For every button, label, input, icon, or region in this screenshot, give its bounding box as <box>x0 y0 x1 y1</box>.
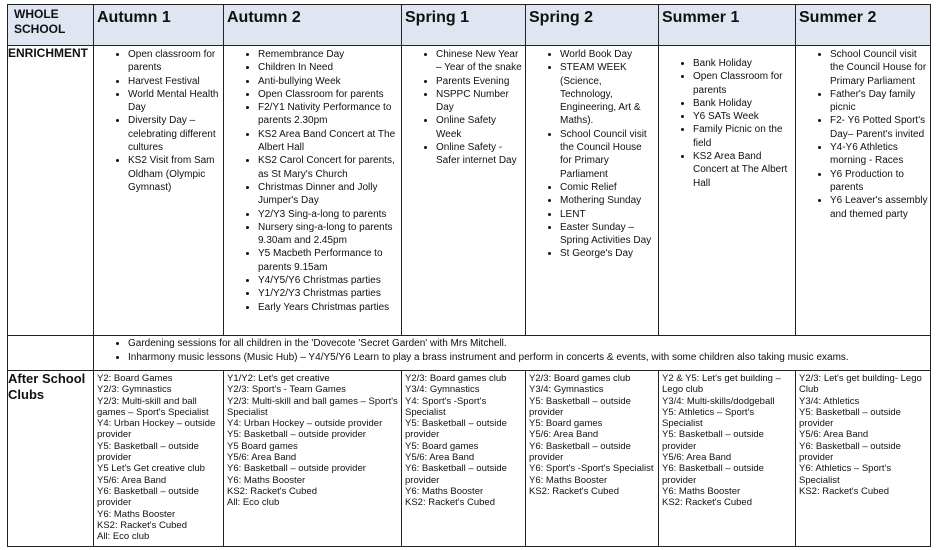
club-entry: Y5: Athletics – Sport's Specialist <box>662 406 755 430</box>
clubs-spring-2 <box>526 371 659 547</box>
enrichment-item: • F2- Y6 Potted Sport's Day– Parent's invited <box>830 114 928 141</box>
enrichment-item: • Children In Need <box>258 61 399 74</box>
enrichment-item: • Comic Relief <box>560 181 656 194</box>
club-entry: Y5/6: Area Band <box>97 474 167 486</box>
club-entry: Y6: Basketball – outside provider <box>662 463 764 486</box>
club-entry: Y3/4: Multi-skills/dodgeball <box>662 395 775 407</box>
header-row <box>8 5 931 46</box>
club-entry: KS2: Racket's Cubed <box>227 485 317 497</box>
enrichment-item: • Y6 Production to parents <box>830 168 928 195</box>
club-entry: Y5 Board games <box>227 440 298 452</box>
term-heading-spring-1: Spring 1 <box>402 5 526 46</box>
enrichment-item: • World Book Day <box>560 48 656 61</box>
notes-row <box>8 336 931 371</box>
whole-school-calendar-table <box>7 4 931 547</box>
enrichment-summer-1 <box>659 46 796 336</box>
club-entry: KS2: Racket's Cubed <box>799 485 889 497</box>
enrichment-item: • Parents Evening <box>436 75 523 88</box>
club-entry: Y6: Basketball – outside provider <box>227 463 366 475</box>
after-school-clubs-label: After School Clubs <box>8 371 94 547</box>
enrichment-item: • Y5 Macbeth Performance to parents 9.15am <box>258 247 399 274</box>
club-entry: Y2/3: Multi-skill and ball games – Sport's Specialist <box>227 395 398 418</box>
enrichment-item: • Christmas Dinner and Jolly Jumper's Day <box>258 181 399 208</box>
note-item: • Gardening sessions for all children in the 'Dovecote 'Secret Garden' with Mrs Mitchell. <box>128 337 930 351</box>
enrichment-item: • Online Safety - Safer internet Day <box>436 141 523 168</box>
enrichment-item: • Online Safety Week <box>436 114 523 141</box>
enrichment-item: • World Mental Health Day <box>128 88 221 115</box>
club-entry: Y5/6: Area Band <box>662 452 732 464</box>
club-entry: Y5: Basketball – outside provider <box>662 429 764 452</box>
club-entry: Y4: Urban Hockey – outside provider <box>227 418 383 430</box>
club-entry: Y5: Board games <box>529 418 603 430</box>
club-entry: Y4: Sport's -Sport's Specialist <box>405 395 487 418</box>
club-entry: KS2: Racket's Cubed <box>529 485 619 497</box>
enrichment-item: • F2/Y1 Nativity Performance to parents 2.30pm <box>258 101 399 128</box>
club-entry: Y6: Basketball – outside provider <box>799 440 901 464</box>
club-entry: Y6: Maths Booster <box>662 485 741 497</box>
enrichment-item: • Open classroom for parents <box>128 48 221 75</box>
enrichment-item: • Bank Holiday <box>693 97 793 110</box>
club-entry: Y5: Board games <box>405 440 479 452</box>
club-entry: Y6: Maths Booster <box>405 485 484 497</box>
club-entry: Y5/6: Area Band <box>227 452 297 464</box>
enrichment-row <box>8 46 931 336</box>
enrichment-item: • Nursery sing-a-long to parents 9.30am and 2.45pm <box>258 221 399 248</box>
enrichment-item: • Father's Day family picnic <box>830 88 928 115</box>
club-entry: All: Eco club <box>227 497 280 509</box>
enrichment-item: • NSPPC Number Day <box>436 88 523 115</box>
whole-school-heading: WHOLE SCHOOL <box>8 5 94 46</box>
club-entry: Y3/4: Gymnastics <box>529 384 604 396</box>
enrichment-item: • Anti-bullying Week <box>258 75 399 88</box>
club-entry: Y2/3: Gymnastics <box>97 384 172 396</box>
enrichment-item: • KS2 Area Band Concert at The Albert Hall <box>258 128 399 155</box>
club-entry: Y2/3: Board games club <box>405 373 507 384</box>
enrichment-item: • Open Classroom for parents <box>258 88 399 101</box>
club-entry: Y5: Basketball – outside provider <box>227 429 366 441</box>
term-heading-autumn-1: Autumn 1 <box>94 5 224 46</box>
enrichment-item: • Y4-Y6 Athletics morning - Races <box>830 141 928 168</box>
enrichment-item: • KS2 Area Band Concert at The Albert Hall <box>693 150 793 190</box>
enrichment-label: ENRICHMENT <box>8 46 94 336</box>
club-entry: Y5: Basketball – outside provider <box>529 395 631 418</box>
club-entry: Y3/4: Athletics <box>799 395 860 407</box>
enrichment-item: • Remembrance Day <box>258 48 399 61</box>
clubs-summer-2 <box>796 371 931 547</box>
club-entry: Y2/3: Multi-skill and ball games – Sport's Specialist <box>97 395 209 418</box>
enrichment-item: • Y6 SATs Week <box>693 110 793 123</box>
enrichment-autumn-2 <box>224 46 402 336</box>
enrichment-item: • Mothering Sunday <box>560 194 656 207</box>
club-entry: KS2: Racket's Cubed <box>405 497 495 509</box>
club-entry: Y2 & Y5: Let's get building – Lego club <box>662 373 781 396</box>
enrichment-item: • St George's Day <box>560 247 656 260</box>
club-entry: Y6: Basketball – outside provider <box>405 463 507 486</box>
club-entry: Y6: Basketball – outside provider <box>529 440 631 464</box>
enrichment-item: • STEAM WEEK (Science, Technology, Engineering, Art & Maths). <box>560 61 656 127</box>
club-entry: Y6: Sport's -Sport's Specialist <box>529 463 654 475</box>
enrichment-item: • Diversity Day – celebrating different cultures <box>128 114 221 154</box>
enrichment-item: • Harvest Festival <box>128 75 221 88</box>
enrichment-item: • Bank Holiday <box>693 57 793 70</box>
club-entry: Y5/6: Area Band <box>799 429 869 441</box>
notes-label-cell <box>8 336 94 371</box>
club-entry: Y5: Basketball – outside provider <box>405 418 507 441</box>
club-entry: Y2: Board Games <box>97 373 173 384</box>
club-entry: Y6: Maths Booster <box>97 508 176 520</box>
club-entry: Y6: Basketball – outside provider <box>97 485 199 509</box>
enrichment-spring-1 <box>402 46 526 336</box>
club-entry: Y4: Urban Hockey – outside provider <box>97 418 216 441</box>
enrichment-spring-2 <box>526 46 659 336</box>
term-heading-spring-2: Spring 2 <box>526 5 659 46</box>
club-entry: Y6: Maths Booster <box>227 474 306 486</box>
enrichment-item: • Y1/Y2/Y3 Christmas parties <box>258 287 399 300</box>
clubs-spring-1 <box>402 371 526 547</box>
club-entry: KS2: Racket's Cubed <box>97 519 187 531</box>
enrichment-item: • Y2/Y3 Sing-a-long to parents <box>258 208 399 221</box>
enrichment-item: • School Council visit the Council House for Primary Parliament <box>830 48 928 88</box>
clubs-row <box>8 371 931 547</box>
enrichment-item: • Y4/Y5/Y6 Christmas parties <box>258 274 399 287</box>
enrichment-item: • KS2 Carol Concert for parents, as St Mary's Church <box>258 154 399 181</box>
enrichment-item: • Open Classroom for parents <box>693 70 793 97</box>
club-entry: Y5/6: Area Band <box>529 429 599 441</box>
term-heading-autumn-2: Autumn 2 <box>224 5 402 46</box>
club-entry: Y2/3: Sport's - Team Games <box>227 384 346 396</box>
enrichment-autumn-1 <box>94 46 224 336</box>
enrichment-item: • LENT <box>560 208 656 221</box>
enrichment-item: • Easter Sunday – Spring Activities Day <box>560 221 656 248</box>
club-entry: Y5: Basketball – outside provider <box>97 440 199 464</box>
club-entry: Y1/Y2: Let's get creative <box>227 373 330 384</box>
enrichment-item: • Y6 Leaver's assembly and themed party <box>830 194 928 221</box>
enrichment-summer-2 <box>796 46 931 336</box>
club-entry: Y2/3: Board games club <box>529 373 631 384</box>
whole-school-notes <box>94 336 931 371</box>
note-item: • Inharmony music lessons (Music Hub) – Y4/Y5/Y6 Learn to play a brass instrument and perform in concerts & events, with some children also taking music exams. <box>128 351 930 365</box>
term-heading-summer-1: Summer 1 <box>659 5 796 46</box>
club-entry: Y3/4: Gymnastics <box>405 384 480 396</box>
club-entry: Y6: Athletics – Sport's Specialist <box>799 463 892 486</box>
enrichment-item: • KS2 Visit from Sam Oldham (Olympic Gymnast) <box>128 154 221 194</box>
club-entry: All: Eco club <box>97 531 150 543</box>
club-entry: Y6: Maths Booster <box>529 474 608 486</box>
enrichment-item: • Family Picnic on the field <box>693 123 793 150</box>
club-entry: Y5/6: Area Band <box>405 452 475 464</box>
club-entry: Y2/3: Let's get building- Lego Club <box>799 373 922 396</box>
enrichment-item: • Chinese New Year – Year of the snake <box>436 48 523 75</box>
term-heading-summer-2: Summer 2 <box>796 5 931 46</box>
club-entry: Y5: Basketball – outside provider <box>799 406 901 430</box>
clubs-autumn-2 <box>224 371 402 547</box>
enrichment-item: • School Council visit the Council House for Primary Parliament <box>560 128 656 181</box>
club-entry: KS2: Racket's Cubed <box>662 497 752 509</box>
clubs-summer-1 <box>659 371 796 547</box>
enrichment-item: • Early Years Christmas parties <box>258 301 399 314</box>
clubs-autumn-1 <box>94 371 224 547</box>
club-entry: Y5 Let's Get creative club <box>97 463 205 475</box>
